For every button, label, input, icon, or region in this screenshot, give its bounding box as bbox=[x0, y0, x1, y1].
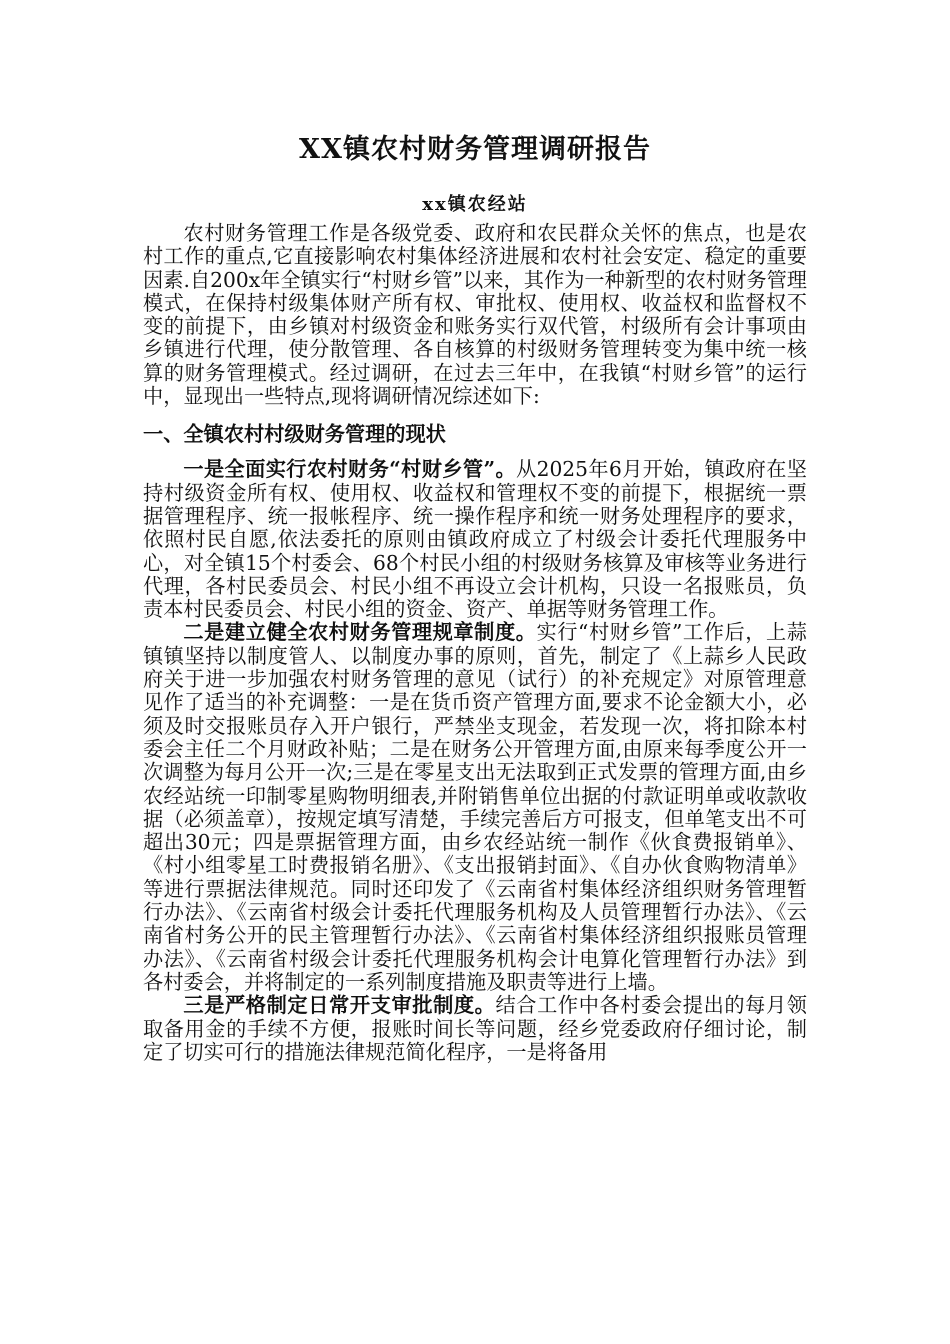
intro-paragraph: 农村财务管理工作是各级党委、政府和农民群众关怀的焦点，也是农村工作的重点,它直接影响农村集体经济进展和农村社会安定、稳定的重要因素.自200x年全镇实行“村财乡管”以来，其作为一种新型的农村财务管理模式，在保持村级集体财产所有权、审批权、使用权、收益权和监督权不变的前提下，由乡镇对村级资金和账务实行双代管，村级所有会计事项由乡镇进行代理，使分散管理、各自核算的村级财务管理转变为集中统一核算的财务管理模式。经过调研，在过去三年中，在我镇“村财乡管”的运行中，显现出一些特点,现将调研情况综述如下: bbox=[143, 221, 807, 409]
item-text-1: 从2025年6月开始，镇政府在坚持村级资金所有权、使用权、收益权和管理权不变的前提下，根据统一票据管理程序、统一报帐程序、统一操作程序和统一财务处理程序的要求，依照村民自愿,依法委托的原则由镇政府成立了村级会计委托代理服务中心，对全镇15个村委会、68个村民小组的村级财务核算及审核等业务进行代理，各村民委员会、村民小组不再设立会计机构，只设一名报账员，负责本村民委员会、村民小组的资金、资产、单据等财务管理工作。 bbox=[143, 457, 807, 622]
section-heading: 一、全镇农村村级财务管理的现状 bbox=[143, 422, 446, 447]
item-paragraph-2 bbox=[143, 621, 807, 994]
document-author: xx镇农经站 bbox=[422, 194, 528, 215]
item-text-2: 实行“村财乡管”工作后，上蒜镇镇坚持以制度管人、以制度办事的原则，首先，制定了《上蒜乡人民政府关于进一步加强农村财务管理的意见（试行）的补充规定》对原管理意见作了适当的补充调整：一是在货币资产管理方面,要求不论金额大小，必须及时交报账员存入开户银行，严禁坐支现金，若发现一次，将扣除本村委会主任二个月财政补贴；二是在财务公开管理方面,由原来每季度公开一次调整为每月公开一次;三是在零星支出无法取到正式发票的管理方面,由乡农经站统一印制零星购物明细表,并附销售单位出据的付款证明单或收款收据（必须盖章），按规定填写清楚，手续完善后方可报支，但单笔支出不可超出30元；四是票据管理方面，由乡农经站统一制作《伙食费报销单》、《村小组零星工时费报销名册》、《支出报销封面》、《自办伙食购物清单》等进行票据法律规范。同时还印发了《云南省村集体经济组织财务管理暂行办法》、《云南省村级会计委托代理服务机构及人员管理暂行办法》、《云南省村务公开的民主管理暂行办法》、《云南省村集体经济组织报账员管理办法》、《云南省村级会计委托代理服务机构会计电算化管理暂行办法》到各村委会，并将制定的一系列制度措施及职责等进行上墙。 bbox=[143, 620, 807, 994]
document-title: XX镇农村财务管理调研报告 bbox=[299, 134, 651, 165]
item-lead-2: 二是建立健全农村财务管理规章制度。 bbox=[183, 620, 537, 645]
item-paragraph-1 bbox=[143, 458, 807, 621]
item-lead-3: 三是严格制定日常开支审批制度。 bbox=[183, 993, 496, 1018]
item-lead-1: 一是全面实行农村财务“村财乡管”。 bbox=[183, 457, 517, 482]
item-paragraph-3 bbox=[143, 994, 807, 1064]
document-body bbox=[143, 222, 807, 1064]
item-text-3: 结合工作中各村委会提出的每月领取备用金的手续不方便，报账时间长等问题，经乡党委政府仔细讨论，制定了切实可行的措施法律规范简化程序，一是将备用 bbox=[143, 993, 807, 1064]
